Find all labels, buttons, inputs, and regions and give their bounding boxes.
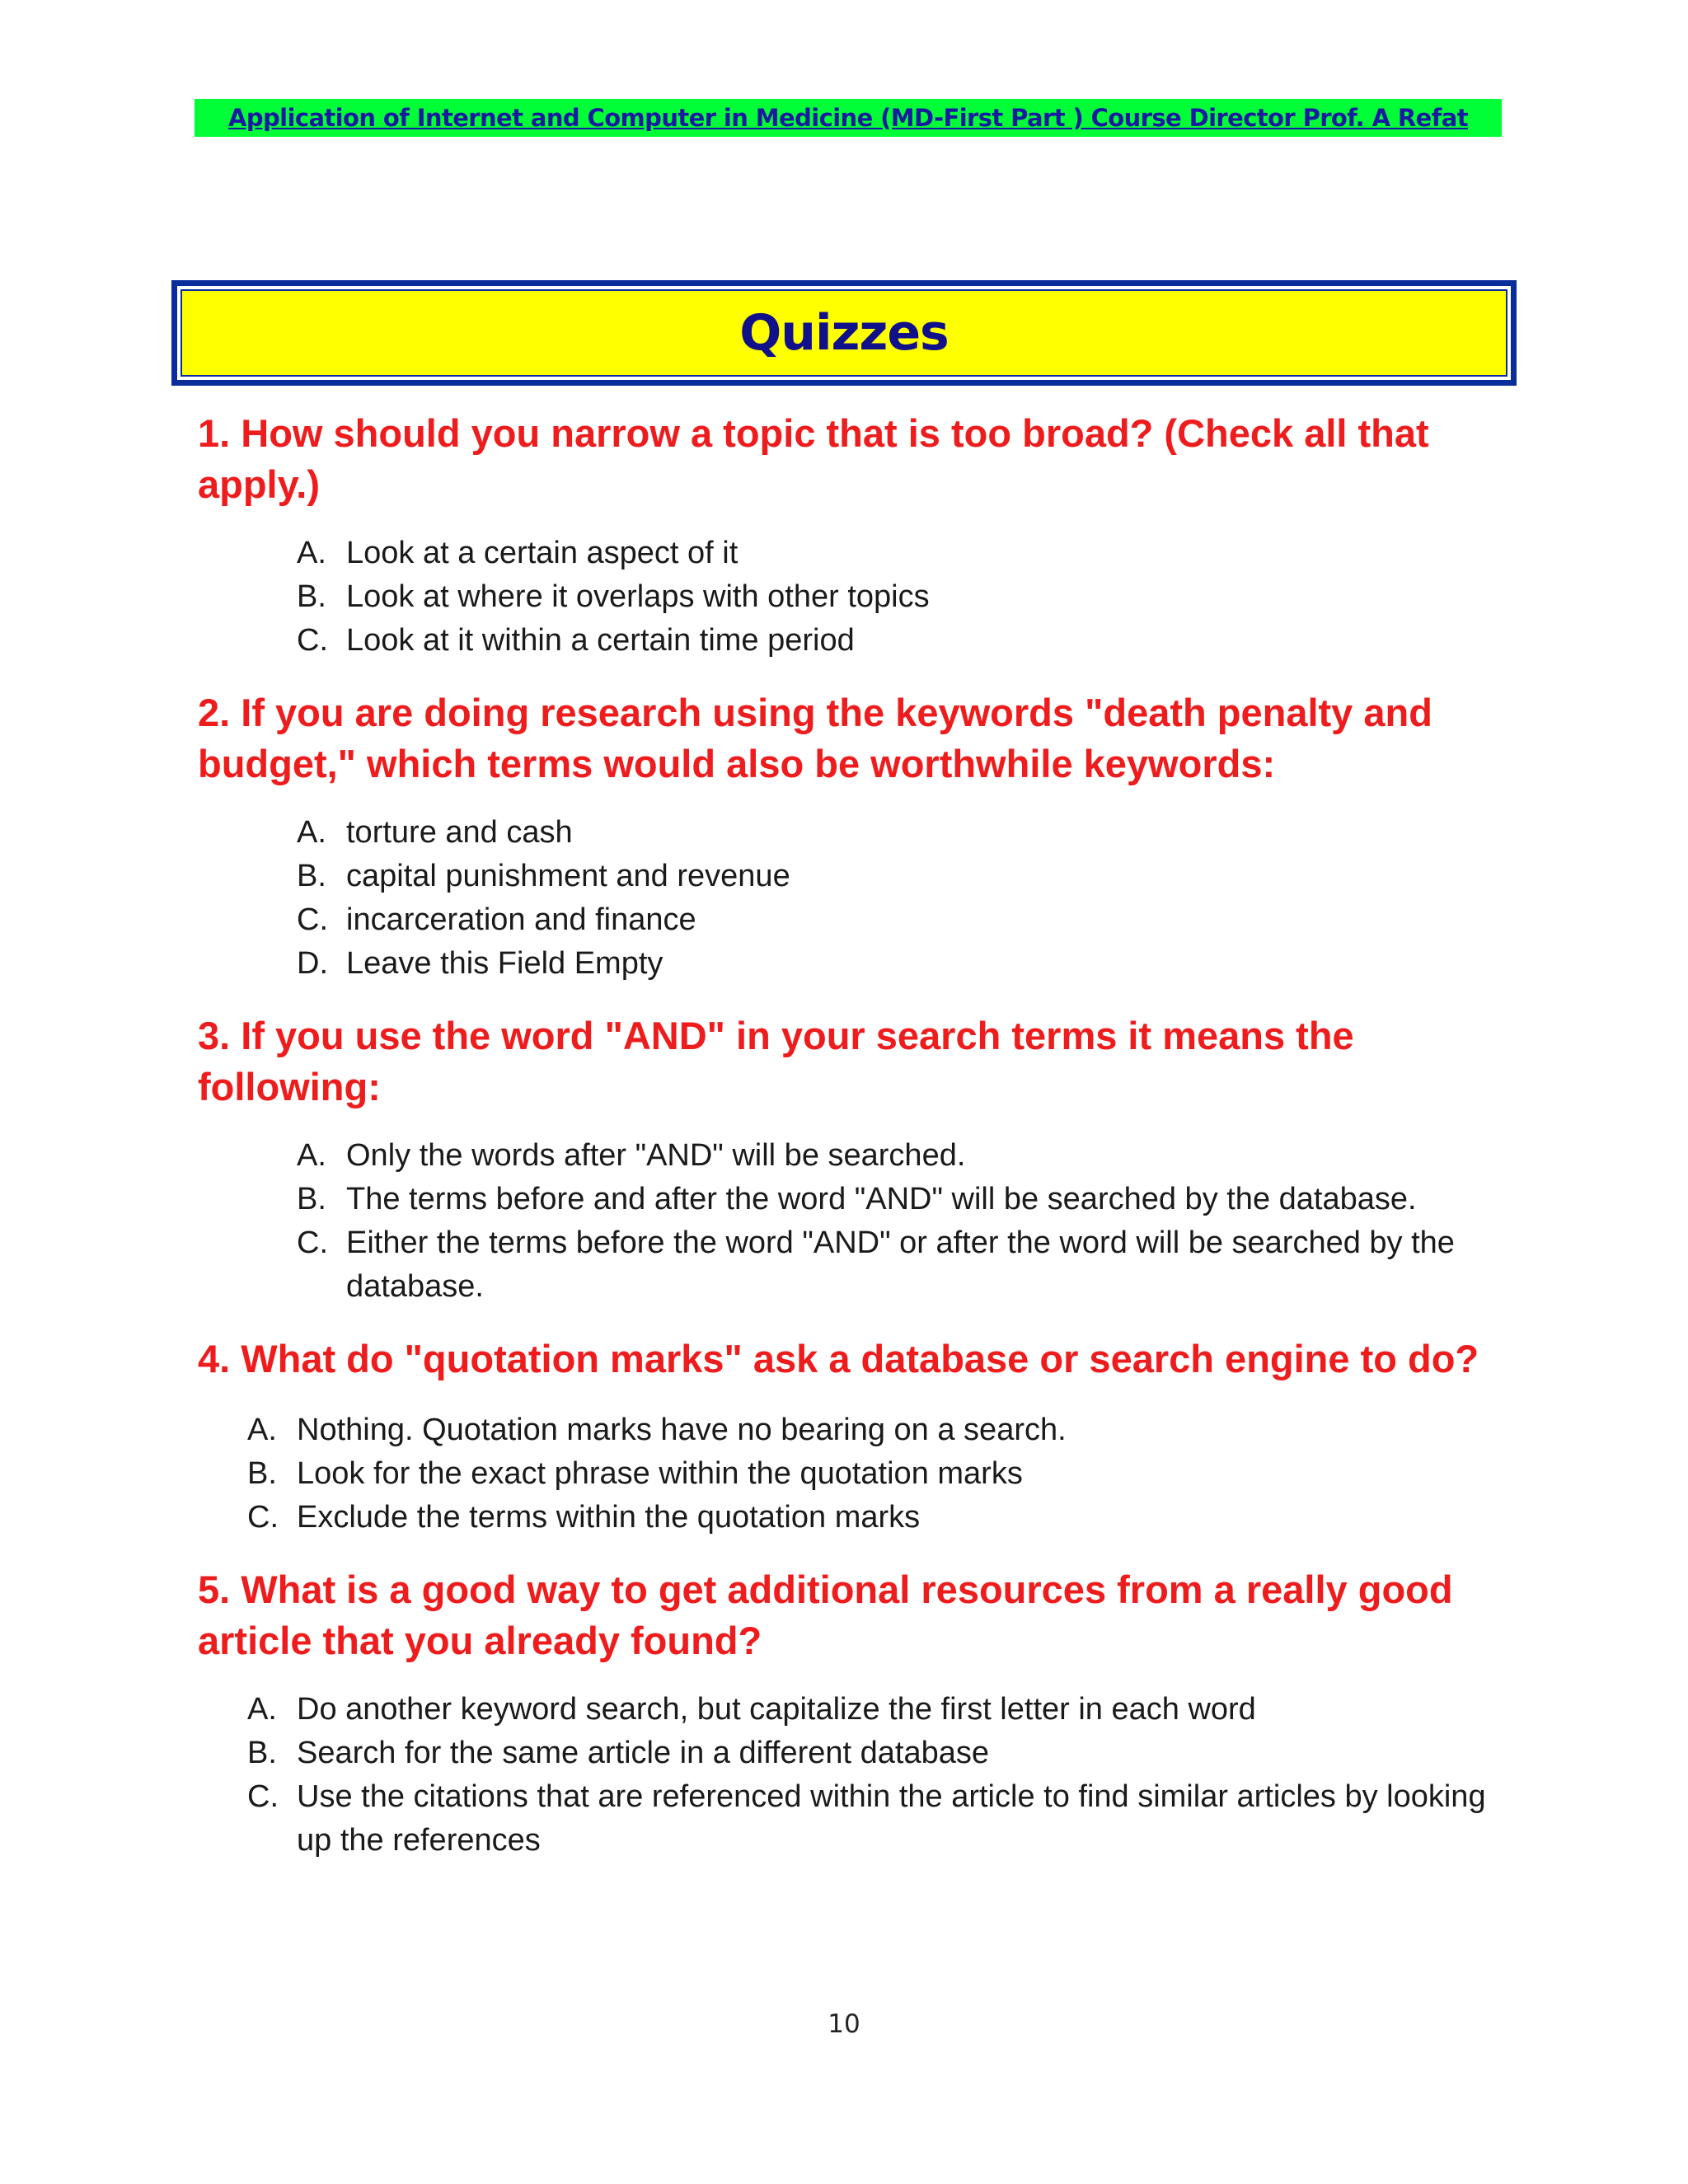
quiz-section (198, 408, 1517, 1863)
option-item (247, 1496, 1517, 1540)
option-letter: B. (297, 1182, 326, 1216)
option-letter: A. (297, 536, 326, 570)
option-text: Only the words after "AND" will be searched. (346, 1138, 966, 1173)
option-letter: C. (297, 623, 328, 658)
option-text: Leave this Field Empty (346, 946, 663, 981)
option-item (297, 1178, 1517, 1221)
option-item (297, 898, 1517, 942)
option-item (247, 1408, 1517, 1452)
option-item (297, 575, 1517, 619)
option-letter: C. (247, 1779, 279, 1814)
title-box (171, 280, 1517, 386)
option-text: Use the citations that are referenced within the article to find similar articles by looking up the references (297, 1779, 1486, 1858)
option-text: torture and cash (346, 815, 573, 850)
course-header-text: Application of Internet and Computer in Medicine (MD-First Part ) Course Director Prof. A Refat (228, 104, 1468, 132)
option-item (297, 811, 1517, 855)
question-3-options (198, 1134, 1517, 1309)
question-5: 5. What is a good way to get additional resources from a really good article that you already found? (198, 1568, 1453, 1662)
option-text: Look at it within a certain time period (346, 623, 855, 658)
option-text: Look at a certain aspect of it (346, 536, 738, 570)
question-1-options (198, 532, 1517, 663)
title-inner-panel (181, 289, 1507, 377)
option-letter: A. (247, 1413, 277, 1447)
option-text: incarceration and finance (346, 902, 696, 937)
option-text: Search for the same article in a different database (297, 1736, 990, 1770)
question-1: 1. How should you narrow a topic that is too broad? (Check all that apply.) (198, 411, 1429, 506)
option-item (247, 1688, 1517, 1732)
option-text: Either the terms before the word "AND" or after the word will be searched by the database. (346, 1226, 1455, 1304)
question-2-options (198, 811, 1517, 986)
option-item (247, 1452, 1517, 1496)
option-text: Nothing. Quotation marks have no bearing on a search. (297, 1413, 1067, 1447)
option-text: capital punishment and revenue (346, 859, 790, 893)
question-4-options (198, 1408, 1517, 1540)
option-letter: B. (297, 859, 326, 893)
option-item (297, 1221, 1517, 1309)
question-4: 4. What do "quotation marks" ask a database or search engine to do? (198, 1337, 1479, 1380)
option-letter: B. (247, 1456, 277, 1491)
option-letter: B. (247, 1736, 277, 1770)
question-2: 2. If you are doing research using the keywords "death penalty and budget," which terms would also be worthwhile keywords: (198, 691, 1432, 785)
question-3: 3. If you use the word "AND" in your search terms it means the following: (198, 1014, 1354, 1108)
option-item (297, 855, 1517, 898)
option-text: Do another keyword search, but capitalize the first letter in each word (297, 1692, 1256, 1727)
option-letter: C. (247, 1500, 279, 1535)
option-text: Look at where it overlaps with other topics (346, 579, 930, 614)
page-number: 10 (828, 2009, 860, 2039)
page-title: Quizzes (739, 304, 949, 362)
option-item (247, 1775, 1517, 1863)
option-item (297, 619, 1517, 663)
option-item (297, 1134, 1517, 1178)
option-item (297, 532, 1517, 575)
option-item (247, 1732, 1517, 1775)
question-5-options (198, 1688, 1517, 1863)
option-letter: C. (297, 1226, 328, 1260)
option-text: The terms before and after the word "AND" will be searched by the database. (346, 1182, 1417, 1216)
option-item (297, 942, 1517, 986)
option-text: Exclude the terms within the quotation marks (297, 1500, 921, 1535)
option-text: Look for the exact phrase within the quotation marks (297, 1456, 1023, 1491)
option-letter: A. (247, 1692, 277, 1727)
option-letter: A. (297, 1138, 326, 1173)
course-header-band (195, 99, 1502, 137)
option-letter: A. (297, 815, 326, 850)
option-letter: C. (297, 902, 328, 937)
option-letter: B. (297, 579, 326, 614)
option-letter: D. (297, 946, 328, 981)
